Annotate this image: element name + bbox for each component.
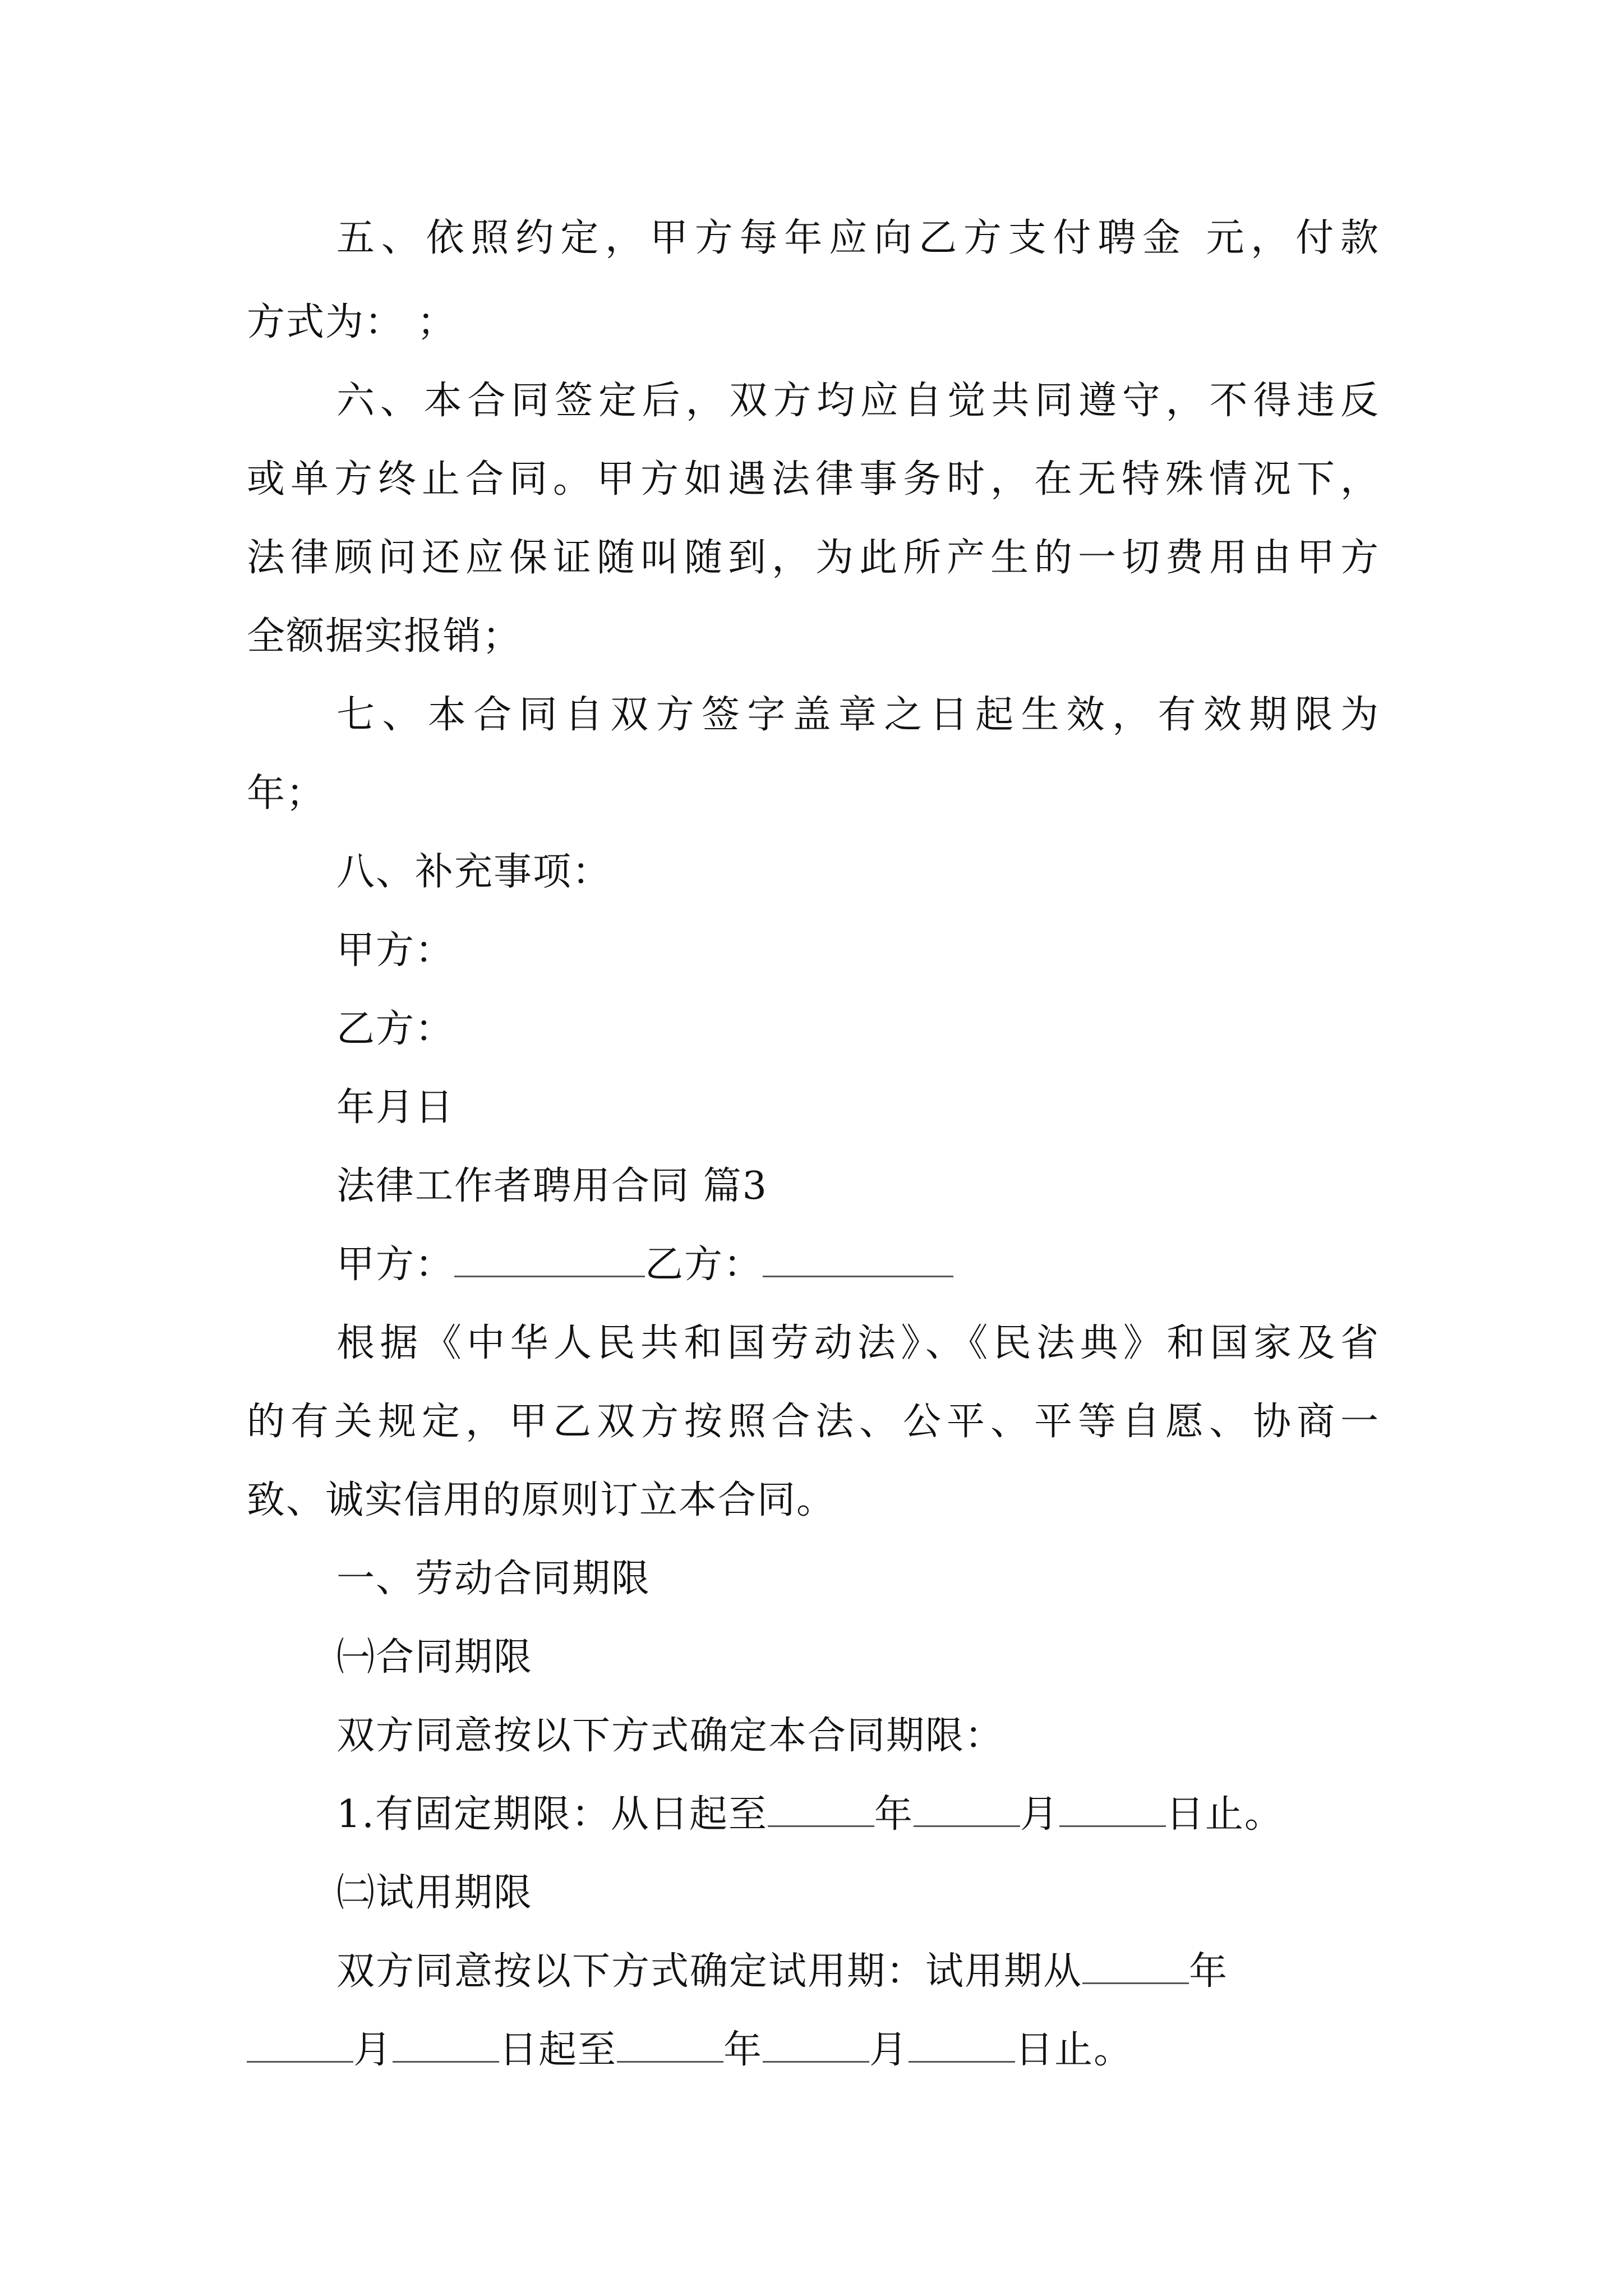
paragraph-line <box>0 1226 1623 1304</box>
clause-6-line-4: 全额据实报销； <box>247 614 522 659</box>
paragraph-line <box>0 362 1623 440</box>
paragraph-line <box>0 1618 1623 1697</box>
paragraph-line <box>0 1069 1623 1147</box>
paragraph-line <box>0 912 1623 990</box>
paragraph-line <box>0 754 1623 833</box>
month-blank <box>914 1791 1020 1827</box>
probation-day-blank <box>393 2027 499 2063</box>
paragraph-line <box>0 519 1623 597</box>
probation-end-month-blank <box>763 2027 869 2063</box>
party-a-label: 甲方： <box>336 928 455 973</box>
basis-line-2: 的有关规定，甲乙双方按照合法、公平、平等自愿、协商一 <box>247 1400 1380 1444</box>
party-b-blank <box>763 1241 953 1277</box>
basis-line-1: 根据《中华人民共和国劳动法》、《民法典》和国家及省 <box>336 1321 1380 1365</box>
paragraph-line <box>0 1304 1623 1383</box>
clause-5-line-2: 方式为： ； <box>247 300 457 344</box>
paragraph-line <box>0 440 1623 519</box>
paragraph-line <box>0 1540 1623 1618</box>
month-label: 月 <box>1020 1792 1059 1837</box>
date-line: 年月日 <box>336 1085 455 1130</box>
clause-5-line-1: 五、依照约定，甲方每年应向乙方支付聘金 元，付款 <box>336 216 1380 260</box>
paragraph-line <box>0 199 1623 278</box>
probation-text: 双方同意按以下方式确定试用期：试用期从 <box>336 1949 1083 1994</box>
probation-start-label: 日起至 <box>499 2028 617 2072</box>
section-heading-line <box>0 1147 1623 1226</box>
basis-line-3: 致、诚实信用的原则订立本合同。 <box>247 1478 836 1522</box>
clause-6-line-3: 法律顾问还应保证随叫随到，为此所产生的一切费用由甲方 <box>247 536 1380 580</box>
paragraph-line <box>0 1461 1623 1540</box>
paragraph-line <box>0 2011 1623 2090</box>
paragraph-line <box>0 1854 1623 1932</box>
paragraph-line <box>0 676 1623 754</box>
fixed-term-text: 1.有固定期限：从日起至 <box>336 1792 768 1837</box>
paragraph-line <box>0 990 1623 1069</box>
probation-month-label: 月 <box>353 2028 393 2072</box>
clause-7-line-1: 七、本合同自双方签字盖章之日起生效，有效期限为 <box>336 693 1380 737</box>
day-end-label: 日止。 <box>1165 1792 1284 1837</box>
section-heading: 法律工作者聘用合同 篇3 <box>336 1164 768 1208</box>
clause-6-line-2: 或单方终止合同。甲方如遇法律事务时，在无特殊情况下， <box>247 457 1380 501</box>
probation-end-day-blank <box>909 2027 1015 2063</box>
party-b-label-2: 乙方： <box>645 1243 763 1287</box>
probation-end-year-blank <box>617 2027 723 2063</box>
paragraph-line <box>0 833 1623 912</box>
paragraph-line <box>0 1932 1623 2011</box>
article-1-heading: 一、劳动合同期限 <box>336 1557 651 1601</box>
probation-end-year-label: 年 <box>723 2028 763 2072</box>
year-blank <box>768 1791 874 1827</box>
probation-end-month-label: 月 <box>869 2028 909 2072</box>
probation-year-label: 年 <box>1189 1949 1229 1994</box>
paragraph-line <box>0 597 1623 676</box>
clause-6-line-1: 六、本合同签定后，双方均应自觉共同遵守，不得违反 <box>336 379 1380 423</box>
subsection-2-heading: ㈡试用期限 <box>336 1871 533 1915</box>
paragraph-line <box>0 1697 1623 1775</box>
probation-year-blank <box>1082 1948 1189 1984</box>
party-b-label: 乙方： <box>336 1007 455 1051</box>
party-a-blank <box>454 1241 645 1277</box>
paragraph-line <box>0 1775 1623 1854</box>
contract-term-intro: 双方同意按以下方式确定本合同期限： <box>336 1714 1004 1758</box>
probation-month-blank <box>247 2027 353 2063</box>
subsection-1-heading: ㈠合同期限 <box>336 1635 533 1680</box>
party-a-label-2: 甲方： <box>336 1243 455 1287</box>
year-label: 年 <box>874 1792 914 1837</box>
probation-end-label: 日止。 <box>1015 2028 1133 2072</box>
paragraph-line <box>0 283 1623 362</box>
clause-8: 八、补充事项： <box>336 850 612 894</box>
day-blank <box>1059 1791 1166 1827</box>
paragraph-line <box>0 1383 1623 1461</box>
clause-7-line-2: 年； <box>247 771 326 816</box>
